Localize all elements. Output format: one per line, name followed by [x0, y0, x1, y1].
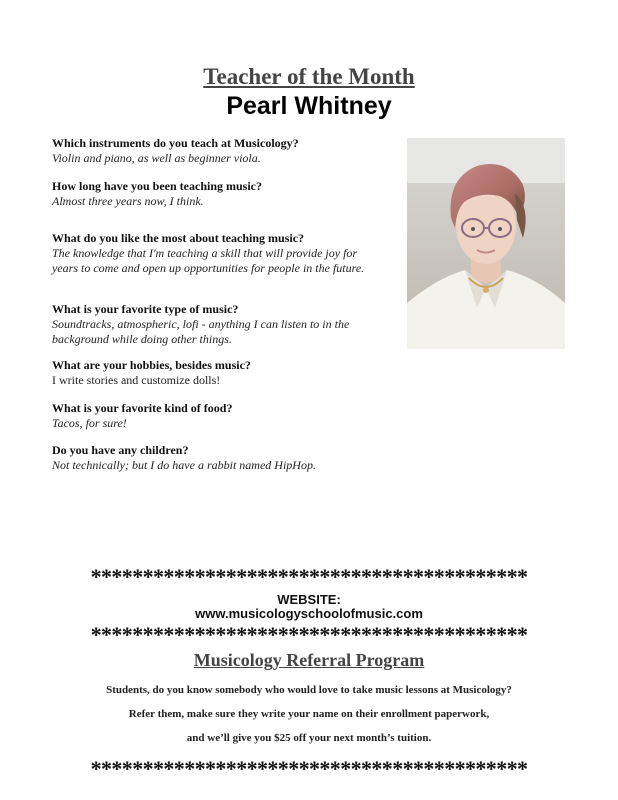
question: What is your favorite kind of food?: [52, 401, 233, 415]
answer: I write stories and customize dolls!: [52, 373, 221, 387]
answer: Soundtracks, atmospheric, lofi - anything I can listen to in the: [52, 317, 350, 331]
question: What are your hobbies, besides music?: [52, 358, 251, 372]
qa-item-children: [52, 443, 392, 473]
question: Do you have any children?: [52, 443, 189, 457]
teacher-photo: [407, 138, 565, 349]
answer: Tacos, for sure!: [52, 416, 127, 430]
question: What do you like the most about teaching music?: [52, 231, 305, 245]
website-url[interactable]: www.musicologyschoolofmusic.com: [195, 606, 423, 621]
referral-line: and we’ll give you $25 off your next month’s tuition.: [186, 732, 432, 744]
teacher-name: Pearl Whitney: [226, 92, 392, 120]
qa-item-music-type: [52, 302, 392, 347]
divider-stars-bottom: ******************************************: [90, 756, 528, 781]
referral-title: Musicology Referral Program: [193, 650, 425, 670]
answer: Not technically; but I do have a rabbit named HipHop.: [52, 458, 316, 472]
answer: years to come and open up opportunities for people in the future.: [52, 261, 365, 275]
referral-line: Students, do you know somebody who would love to take music lessons at Musicology?: [106, 684, 512, 696]
answer: The knowledge that I'm teaching a skill that will provide joy for: [52, 246, 358, 260]
website-label: WEBSITE:: [277, 592, 341, 607]
qa-item-food: [52, 401, 392, 431]
question: Which instruments do you teach at Musicology?: [52, 136, 299, 150]
qa-item-instruments: [52, 136, 392, 166]
qa-item-experience: [52, 179, 392, 209]
question: How long have you been teaching music?: [52, 179, 263, 193]
answer: Violin and piano, as well as beginner viola.: [52, 151, 261, 165]
divider-stars-middle: ******************************************: [90, 622, 528, 647]
divider-stars-top: ******************************************: [90, 564, 528, 589]
answer: Almost three years now, I think.: [52, 194, 204, 208]
answer: background while doing other things.: [52, 332, 232, 346]
qa-item-hobbies: [52, 358, 392, 388]
page-title: Teacher of the Month: [203, 64, 415, 89]
qa-item-likes: [52, 231, 402, 276]
referral-line: Refer them, make sure they write your name on their enrollment paperwork,: [128, 708, 490, 720]
question: What is your favorite type of music?: [52, 302, 239, 316]
